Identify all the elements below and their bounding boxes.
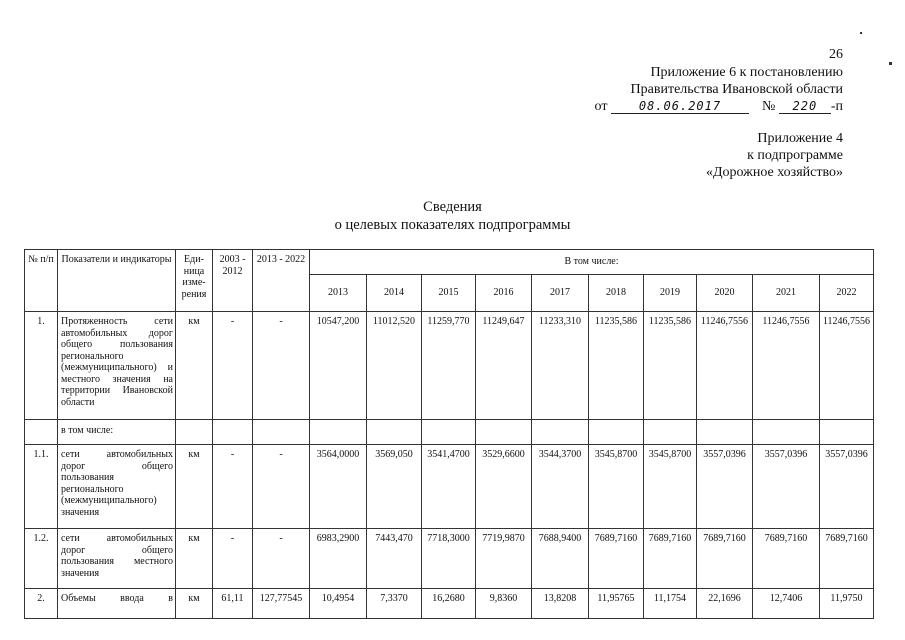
appendix-6-block (595, 64, 843, 115)
table-row (25, 420, 874, 445)
header-indicator: Показатели и индикаторы (58, 250, 176, 312)
value-cell: 3557,0396 (820, 445, 874, 529)
year-header: 2018 (589, 275, 644, 312)
unit-cell: км (176, 445, 213, 529)
row-number: 2. (25, 589, 58, 619)
resolution-number: 220 (779, 100, 831, 114)
indicator-name: Объемы ввода в (58, 589, 176, 619)
subheading: в том числе: (58, 420, 176, 445)
value-cell: 3541,4700 (422, 445, 476, 529)
value-cell: 3569,050 (367, 445, 422, 529)
value-cell: 11,9750 (820, 589, 874, 619)
value-cell: 7689,7160 (820, 529, 874, 589)
value-cell: 7718,3000 (422, 529, 476, 589)
value-cell: 7689,7160 (644, 529, 697, 589)
resolution-date: 08.06.2017 (611, 100, 749, 114)
header-no: № п/п (25, 250, 58, 312)
value-cell: 16,2680 (422, 589, 476, 619)
unit-cell: км (176, 312, 213, 420)
document-title (0, 198, 905, 234)
year-header: 2021 (753, 275, 820, 312)
appendix6-date-line (595, 98, 843, 115)
appendix4-line1: Приложение 4 (757, 131, 843, 146)
header-period-2013-2022: 2013 - 2022 (253, 250, 310, 312)
value-cell: 10547,200 (310, 312, 367, 420)
value-cell: 3557,0396 (753, 445, 820, 529)
value-cell: 11,95765 (589, 589, 644, 619)
appendix6-line2: Правительства Ивановской области (630, 82, 843, 97)
value-cell: 11259,770 (422, 312, 476, 420)
value-cell: 11249,647 (476, 312, 532, 420)
value-cell: 11246,7556 (820, 312, 874, 420)
value-cell: 13,8208 (532, 589, 589, 619)
indicator-name: сети автомобильных дорог общего пользования регионального (межмуниципального) значения (58, 445, 176, 529)
period-2-value: - (253, 529, 310, 589)
value-cell: 7,3370 (367, 589, 422, 619)
period-2-value: - (253, 312, 310, 420)
year-header: 2013 (310, 275, 367, 312)
appendix4-line3: «Дорожное хозяйство» (705, 165, 843, 180)
row-number: 1. (25, 312, 58, 420)
value-cell: 11,1754 (644, 589, 697, 619)
year-header: 2015 (422, 275, 476, 312)
value-cell: 7688,9400 (532, 529, 589, 589)
period-2-value: 127,77545 (253, 589, 310, 619)
value-cell: 22,1696 (697, 589, 753, 619)
value-cell: 11235,586 (589, 312, 644, 420)
value-cell: 7689,7160 (753, 529, 820, 589)
table-row (25, 589, 874, 619)
value-cell: 3564,0000 (310, 445, 367, 529)
table-row (25, 312, 874, 420)
number-label: № (761, 99, 776, 114)
value-cell: 10,4954 (310, 589, 367, 619)
header-unit: Еди-ница изме-рения (176, 250, 213, 312)
value-cell: 7689,7160 (697, 529, 753, 589)
year-header: 2020 (697, 275, 753, 312)
header-including: В том числе: (310, 250, 874, 275)
table-row (25, 529, 874, 589)
value-cell: 11246,7556 (697, 312, 753, 420)
year-header: 2019 (644, 275, 697, 312)
year-header: 2014 (367, 275, 422, 312)
indicator-name: сети автомобильных дорог общего пользования местного значения (58, 529, 176, 589)
value-cell: 7443,470 (367, 529, 422, 589)
value-cell: 11012,520 (367, 312, 422, 420)
title-line2: о целевых показателях подпрограммы (334, 217, 571, 233)
value-cell: 11233,310 (532, 312, 589, 420)
year-header: 2017 (532, 275, 589, 312)
row-number: 1.1. (25, 445, 58, 529)
indicator-name: Протяженность сети автомобильных дорог общего пользования регионального (межмуниципального) и местного значения на территории Ивановской области (58, 312, 176, 420)
appendix-4-block (706, 130, 843, 181)
value-cell: 3557,0396 (697, 445, 753, 529)
scan-speck (860, 32, 862, 34)
year-header: 2022 (820, 275, 874, 312)
year-header: 2016 (476, 275, 532, 312)
number-suffix: -п (830, 99, 843, 114)
table-row (25, 445, 874, 529)
page-number: 26 (829, 47, 843, 62)
period-1-value: - (213, 312, 253, 420)
value-cell: 6983,2900 (310, 529, 367, 589)
value-cell: 3544,3700 (532, 445, 589, 529)
value-cell: 11246,7556 (753, 312, 820, 420)
value-cell: 7719,9870 (476, 529, 532, 589)
indicators-table (24, 249, 874, 619)
period-1-value: - (213, 529, 253, 589)
value-cell: 7689,7160 (589, 529, 644, 589)
title-line1: Сведения (423, 199, 482, 215)
value-cell: 3545,8700 (644, 445, 697, 529)
value-cell: 11235,586 (644, 312, 697, 420)
value-cell: 12,7406 (753, 589, 820, 619)
unit-cell: км (176, 529, 213, 589)
unit-cell: км (176, 589, 213, 619)
value-cell: 3545,8700 (589, 445, 644, 529)
row-number: 1.2. (25, 529, 58, 589)
period-2-value: - (253, 445, 310, 529)
value-cell: 3529,6600 (476, 445, 532, 529)
period-1-value: - (213, 445, 253, 529)
header-period-2003-2012: 2003 - 2012 (213, 250, 253, 312)
scan-speck (889, 62, 892, 65)
value-cell: 9,8360 (476, 589, 532, 619)
period-1-value: 61,11 (213, 589, 253, 619)
from-label: от (594, 99, 608, 114)
appendix4-line2: к подпрограмме (747, 148, 843, 163)
appendix6-line1: Приложение 6 к постановлению (650, 65, 843, 80)
